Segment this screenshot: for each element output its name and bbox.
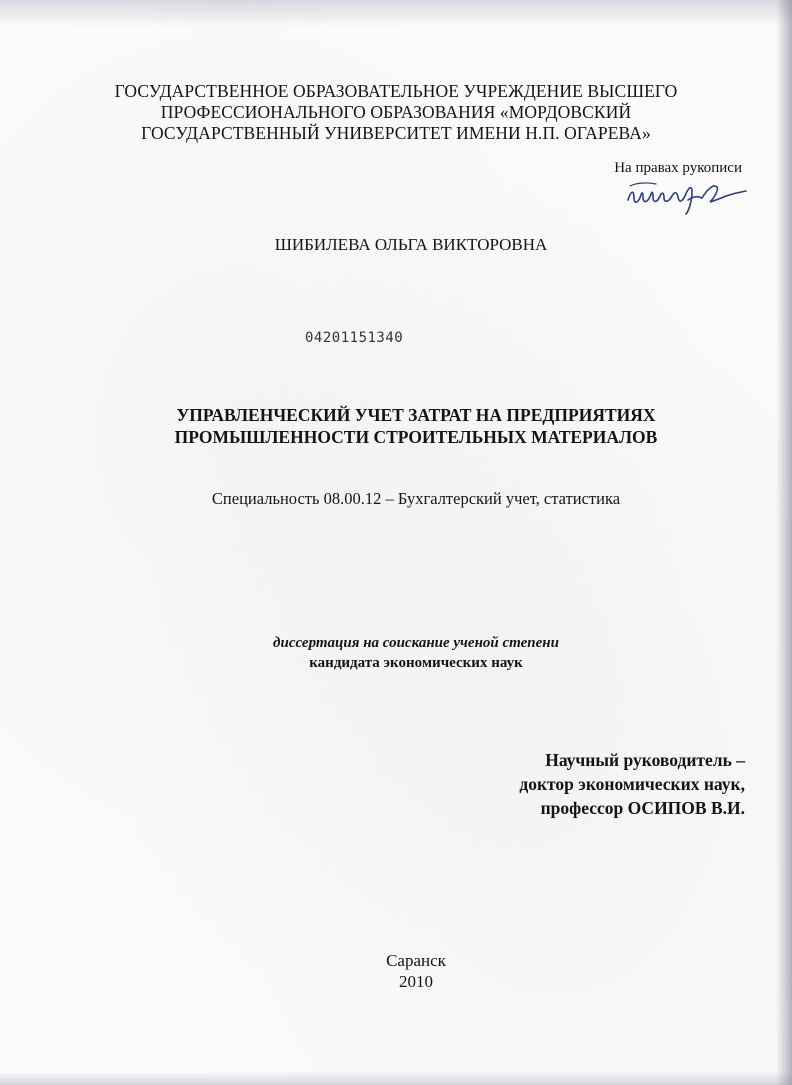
specialty-line: Специальность 08.00.12 – Бухгалтерский учет, статистика xyxy=(211,489,621,508)
city: Саранск xyxy=(386,951,446,970)
supervisor-line: доктор экономических наук, xyxy=(519,774,745,794)
degree-line: кандидата экономических наук xyxy=(309,655,523,671)
degree-line: диссертация на соискание ученой степени xyxy=(273,635,559,651)
year: 2010 xyxy=(399,972,433,991)
archive-number: 04201151340 xyxy=(305,330,404,346)
author-name: ШИБИЛЕВА ОЛЬГА ВИКТОРОВНА xyxy=(274,235,548,254)
thesis-title-line: ПРОМЫШЛЕННОСТИ СТРОИТЕЛЬНЫХ МАТЕРИАЛОВ xyxy=(174,427,658,447)
supervisor-line: профессор ОСИПОВ В.И. xyxy=(540,798,745,818)
institution-line: ГОСУДАРСТВЕННЫЙ УНИВЕРСИТЕТ ИМЕНИ Н.П. ОГАРЕВА» xyxy=(141,123,651,143)
scan-edge-bottom xyxy=(0,1071,792,1085)
manuscript-rights-label: На правах рукописи xyxy=(614,160,742,176)
scan-edge-right xyxy=(776,0,792,1085)
supervisor-line: Научный руководитель – xyxy=(545,750,745,770)
scan-edge-top xyxy=(0,0,792,26)
author-signature xyxy=(622,178,752,216)
thesis-title-line: УПРАВЛЕНЧЕСКИЙ УЧЕТ ЗАТРАТ НА ПРЕДПРИЯТИЯХ xyxy=(176,405,656,425)
degree-statement xyxy=(100,633,732,673)
thesis-title xyxy=(100,404,732,448)
place-and-year xyxy=(100,950,732,992)
scientific-supervisor xyxy=(519,748,745,820)
institution-line: ПРОФЕССИОНАЛЬНОГО ОБРАЗОВАНИЯ «МОРДОВСКИЙ xyxy=(160,102,632,122)
institution-heading xyxy=(60,81,732,144)
institution-line: ГОСУДАРСТВЕННОЕ ОБРАЗОВАТЕЛЬНОЕ УЧРЕЖДЕНИЕ ВЫСШЕГО xyxy=(114,81,678,101)
